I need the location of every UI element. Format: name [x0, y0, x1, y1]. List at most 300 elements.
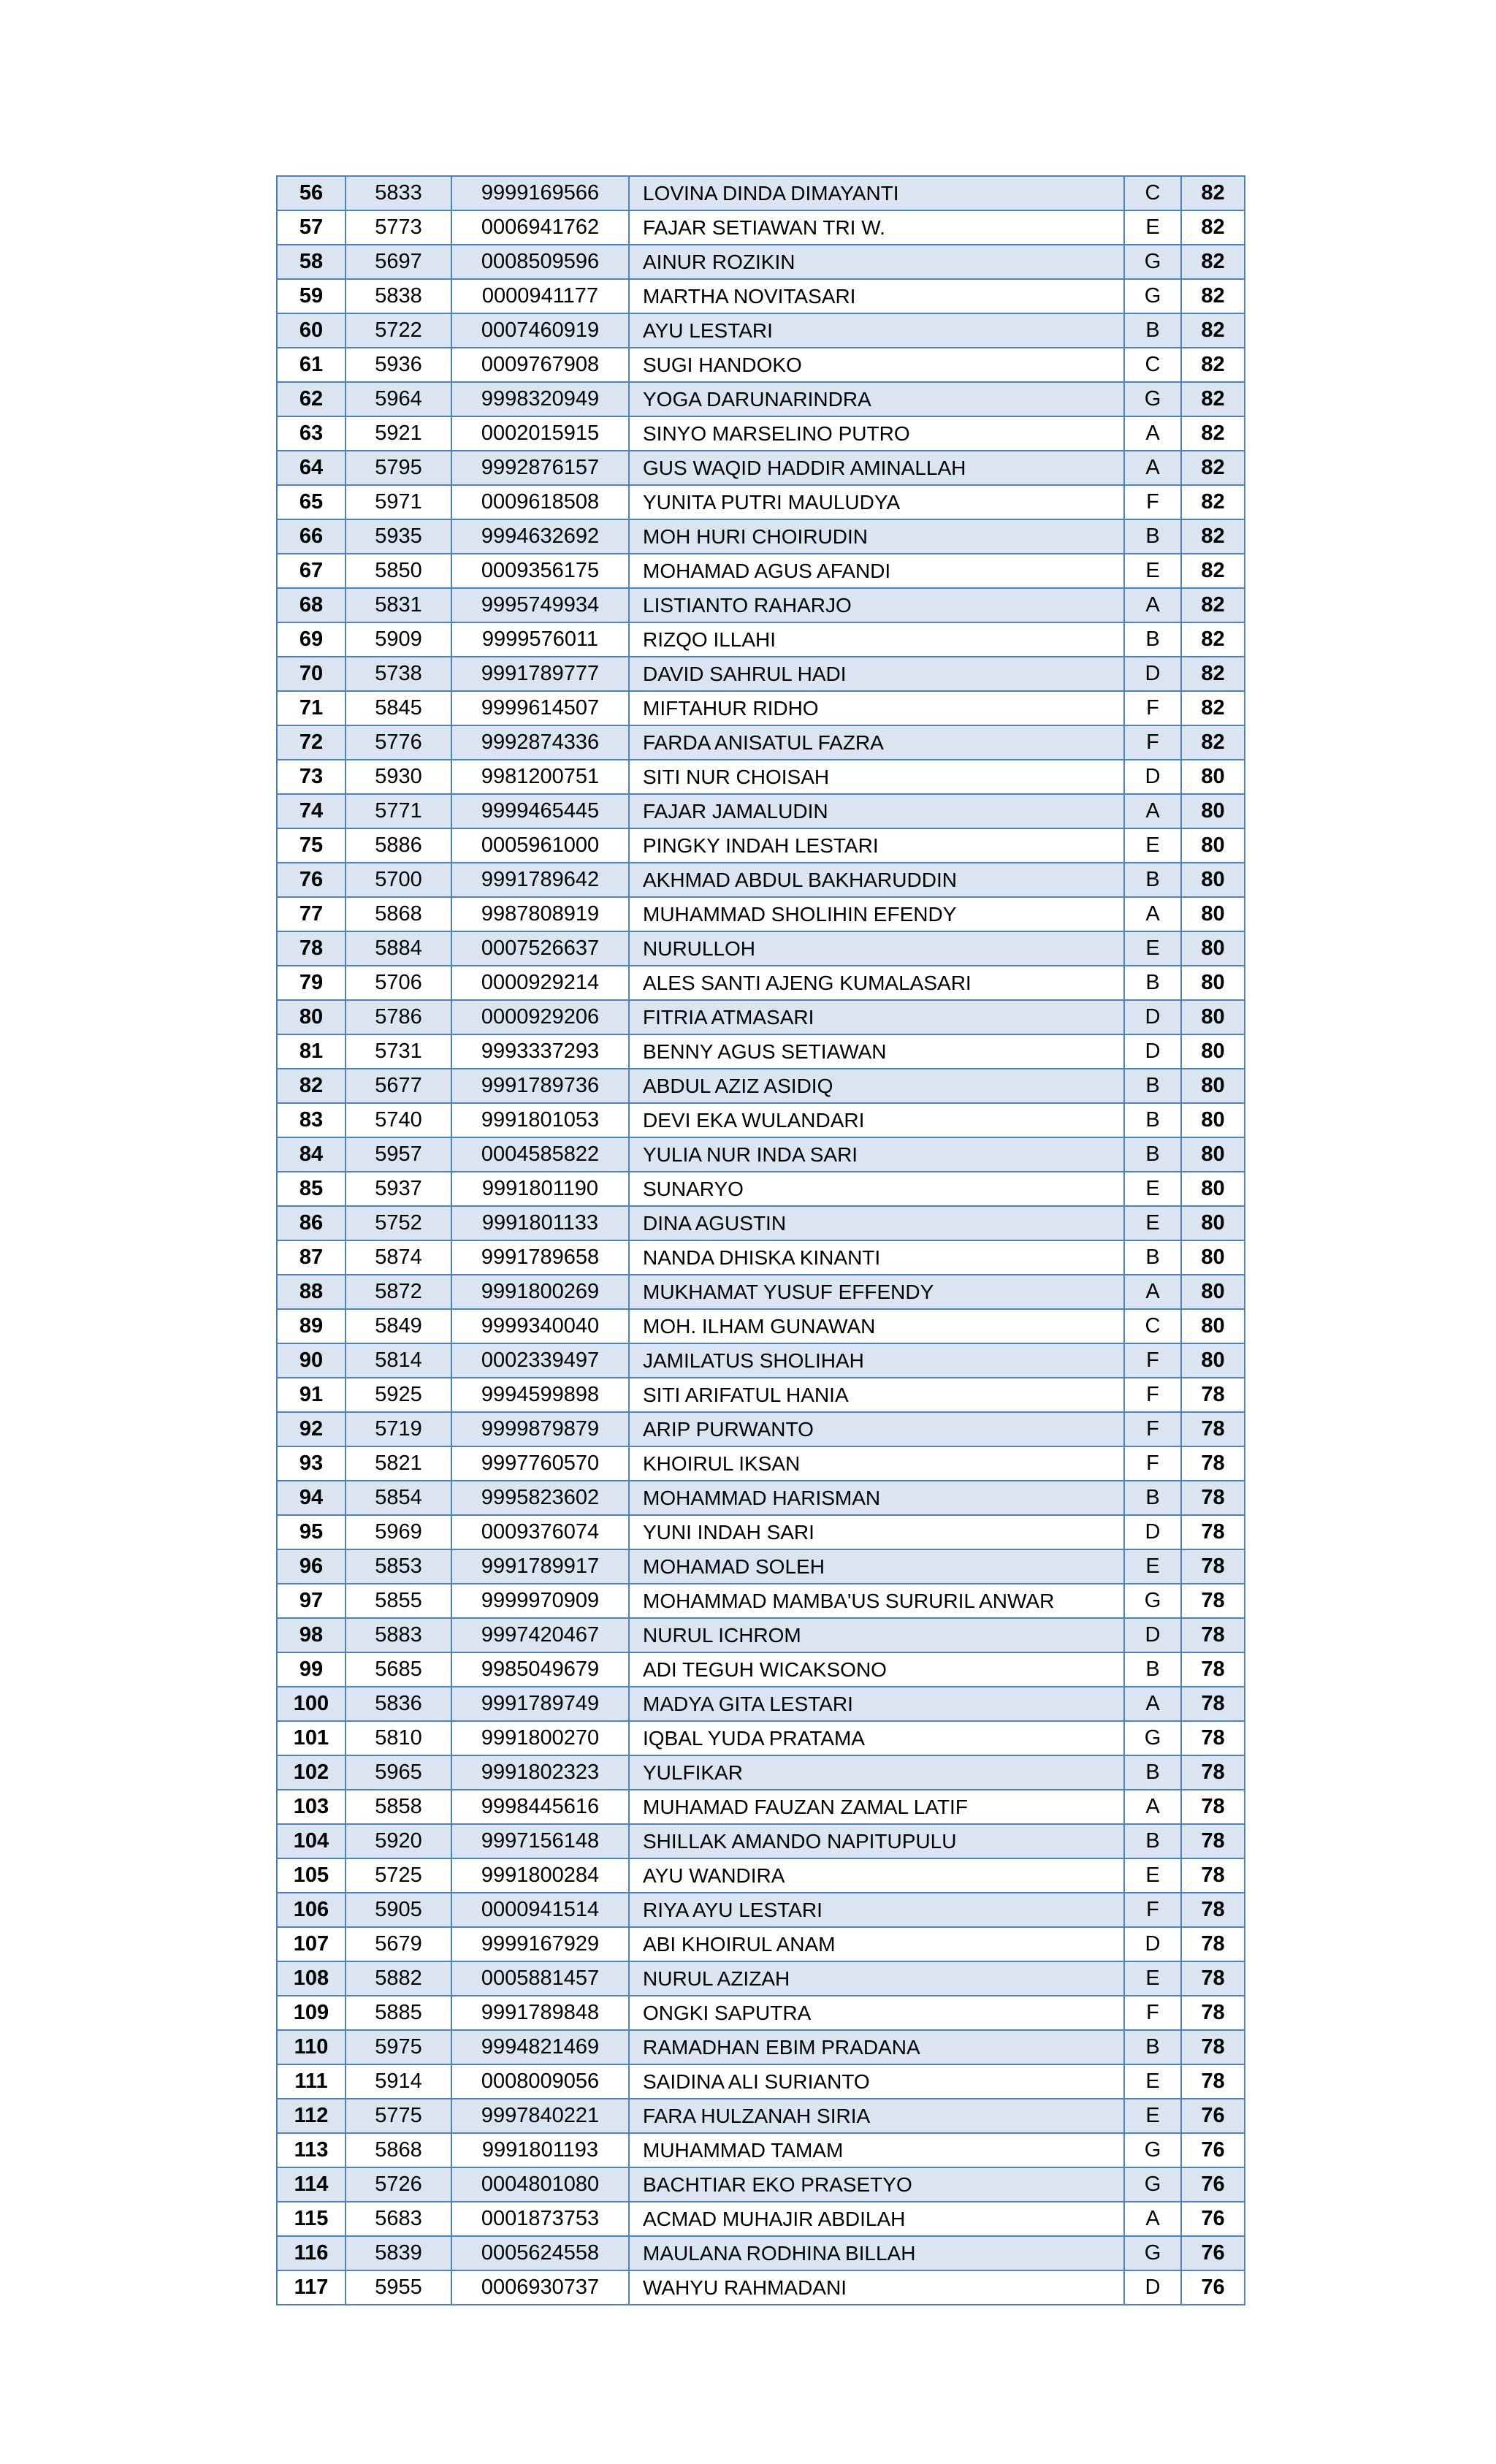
class-letter: B	[1124, 1755, 1181, 1790]
test-number: 5821	[346, 1446, 451, 1481]
class-letter: D	[1124, 1618, 1181, 1652]
row-number: 60	[277, 313, 346, 348]
table-row	[277, 794, 1245, 828]
score: 82	[1181, 279, 1245, 313]
student-name: DINA AGUSTIN	[629, 1206, 1124, 1240]
row-number: 110	[277, 2030, 346, 2064]
score: 78	[1181, 2030, 1245, 2064]
nisn: 9987808919	[451, 897, 629, 931]
score: 78	[1181, 1549, 1245, 1584]
nisn: 9998445616	[451, 1790, 629, 1824]
test-number: 5771	[346, 794, 451, 828]
student-name: NURUL AZIZAH	[629, 1961, 1124, 1996]
nisn: 9991789658	[451, 1240, 629, 1275]
table-row	[277, 2133, 1245, 2167]
student-name: ARIP PURWANTO	[629, 1412, 1124, 1446]
student-name: ACMAD MUHAJIR ABDILAH	[629, 2202, 1124, 2236]
row-number: 77	[277, 897, 346, 931]
student-name: SHILLAK AMANDO NAPITUPULU	[629, 1824, 1124, 1858]
nisn: 0005961000	[451, 828, 629, 863]
test-number: 5905	[346, 1893, 451, 1927]
test-number: 5937	[346, 1172, 451, 1206]
table-row	[277, 554, 1245, 588]
class-letter: F	[1124, 1412, 1181, 1446]
class-letter: G	[1124, 279, 1181, 313]
row-number: 73	[277, 760, 346, 794]
test-number: 5685	[346, 1652, 451, 1687]
table-row	[277, 1000, 1245, 1034]
nisn: 9991801190	[451, 1172, 629, 1206]
score: 78	[1181, 1687, 1245, 1721]
score: 82	[1181, 416, 1245, 451]
row-number: 96	[277, 1549, 346, 1584]
table-row	[277, 657, 1245, 691]
test-number: 5936	[346, 348, 451, 382]
test-number: 5868	[346, 897, 451, 931]
class-letter: A	[1124, 897, 1181, 931]
row-number: 111	[277, 2064, 346, 2099]
student-name: MOHAMAD SOLEH	[629, 1549, 1124, 1584]
row-number: 94	[277, 1481, 346, 1515]
student-name: MUHAMAD FAUZAN ZAMAL LATIF	[629, 1790, 1124, 1824]
table-row	[277, 931, 1245, 966]
table-row	[277, 1790, 1245, 1824]
nisn: 9999970909	[451, 1584, 629, 1618]
table-row	[277, 2270, 1245, 2305]
score: 82	[1181, 348, 1245, 382]
student-name: WAHYU RAHMADANI	[629, 2270, 1124, 2305]
student-name: MOHAMAD AGUS AFANDI	[629, 554, 1124, 588]
student-name: GUS WAQID HADDIR AMINALLAH	[629, 451, 1124, 485]
test-number: 5975	[346, 2030, 451, 2064]
student-name: YOGA DARUNARINDRA	[629, 382, 1124, 416]
table-row	[277, 1824, 1245, 1858]
table-row	[277, 760, 1245, 794]
nisn: 0007526637	[451, 931, 629, 966]
test-number: 5836	[346, 1687, 451, 1721]
results-table	[276, 175, 1245, 2305]
test-number: 5868	[346, 2133, 451, 2167]
student-name: ABI KHOIRUL ANAM	[629, 1927, 1124, 1961]
class-letter: E	[1124, 1961, 1181, 1996]
score: 82	[1181, 725, 1245, 760]
table-row	[277, 1206, 1245, 1240]
student-name: MOH HURI CHOIRUDIN	[629, 519, 1124, 554]
class-letter: F	[1124, 1996, 1181, 2030]
score: 80	[1181, 966, 1245, 1000]
test-number: 5969	[346, 1515, 451, 1549]
row-number: 67	[277, 554, 346, 588]
student-name: ALES SANTI AJENG KUMALASARI	[629, 966, 1124, 1000]
table-row	[277, 1343, 1245, 1378]
nisn: 9991801133	[451, 1206, 629, 1240]
class-letter: D	[1124, 2270, 1181, 2305]
student-name: AYU WANDIRA	[629, 1858, 1124, 1893]
class-letter: B	[1124, 863, 1181, 897]
nisn: 9995823602	[451, 1481, 629, 1515]
class-letter: A	[1124, 2202, 1181, 2236]
test-number: 5849	[346, 1309, 451, 1343]
score: 80	[1181, 760, 1245, 794]
student-name: SITI NUR CHOISAH	[629, 760, 1124, 794]
class-letter: B	[1124, 622, 1181, 657]
score: 80	[1181, 1343, 1245, 1378]
class-letter: B	[1124, 1137, 1181, 1172]
class-letter: G	[1124, 2236, 1181, 2270]
row-number: 76	[277, 863, 346, 897]
score: 82	[1181, 519, 1245, 554]
score: 80	[1181, 1069, 1245, 1103]
nisn: 0000941514	[451, 1893, 629, 1927]
student-name: ADI TEGUH WICAKSONO	[629, 1652, 1124, 1687]
score: 78	[1181, 1481, 1245, 1515]
student-name: BENNY AGUS SETIAWAN	[629, 1034, 1124, 1069]
nisn: 9999167929	[451, 1927, 629, 1961]
table-row	[277, 1240, 1245, 1275]
score: 78	[1181, 1961, 1245, 1996]
class-letter: D	[1124, 1927, 1181, 1961]
class-letter: D	[1124, 1515, 1181, 1549]
table-row	[277, 725, 1245, 760]
test-number: 5920	[346, 1824, 451, 1858]
student-name: MUKHAMAT YUSUF EFFENDY	[629, 1275, 1124, 1309]
table-row	[277, 519, 1245, 554]
table-row	[277, 210, 1245, 245]
table-row	[277, 2202, 1245, 2236]
table-row	[277, 1378, 1245, 1412]
test-number: 5677	[346, 1069, 451, 1103]
class-letter: E	[1124, 2064, 1181, 2099]
row-number: 64	[277, 451, 346, 485]
row-number: 71	[277, 691, 346, 725]
row-number: 99	[277, 1652, 346, 1687]
row-number: 89	[277, 1309, 346, 1343]
class-letter: F	[1124, 1446, 1181, 1481]
student-name: MUHAMMAD SHOLIHIN EFENDY	[629, 897, 1124, 931]
row-number: 63	[277, 416, 346, 451]
test-number: 5845	[346, 691, 451, 725]
nisn: 0001873753	[451, 2202, 629, 2236]
class-letter: B	[1124, 519, 1181, 554]
table-row	[277, 863, 1245, 897]
test-number: 5795	[346, 451, 451, 485]
class-letter: B	[1124, 966, 1181, 1000]
nisn: 0009376074	[451, 1515, 629, 1549]
class-letter: G	[1124, 382, 1181, 416]
score: 82	[1181, 622, 1245, 657]
student-name: YULIA NUR INDA SARI	[629, 1137, 1124, 1172]
student-name: LISTIANTO RAHARJO	[629, 588, 1124, 622]
class-letter: A	[1124, 588, 1181, 622]
score: 76	[1181, 2236, 1245, 2270]
row-number: 75	[277, 828, 346, 863]
row-number: 103	[277, 1790, 346, 1824]
table-row	[277, 1618, 1245, 1652]
table-row	[277, 1687, 1245, 1721]
table-row	[277, 1961, 1245, 1996]
score: 82	[1181, 245, 1245, 279]
class-letter: F	[1124, 1893, 1181, 1927]
row-number: 108	[277, 1961, 346, 1996]
test-number: 5925	[346, 1378, 451, 1412]
nisn: 9991801053	[451, 1103, 629, 1137]
test-number: 5831	[346, 588, 451, 622]
score: 80	[1181, 1206, 1245, 1240]
student-name: FARA HULZANAH SIRIA	[629, 2099, 1124, 2133]
score: 78	[1181, 1824, 1245, 1858]
student-name: MOH. ILHAM GUNAWAN	[629, 1309, 1124, 1343]
nisn: 9991789777	[451, 657, 629, 691]
class-letter: D	[1124, 657, 1181, 691]
row-number: 109	[277, 1996, 346, 2030]
row-number: 105	[277, 1858, 346, 1893]
nisn: 0004585822	[451, 1137, 629, 1172]
test-number: 5971	[346, 485, 451, 519]
nisn: 9997760570	[451, 1446, 629, 1481]
score: 78	[1181, 1893, 1245, 1927]
score: 76	[1181, 2167, 1245, 2202]
student-name: DAVID SAHRUL HADI	[629, 657, 1124, 691]
student-name: SITI ARIFATUL HANIA	[629, 1378, 1124, 1412]
score: 78	[1181, 1927, 1245, 1961]
student-name: RIYA AYU LESTARI	[629, 1893, 1124, 1927]
nisn: 9991789736	[451, 1069, 629, 1103]
nisn: 9981200751	[451, 760, 629, 794]
row-number: 85	[277, 1172, 346, 1206]
student-name: MADYA GITA LESTARI	[629, 1687, 1124, 1721]
row-number: 81	[277, 1034, 346, 1069]
table-row	[277, 416, 1245, 451]
nisn: 0006941762	[451, 210, 629, 245]
row-number: 112	[277, 2099, 346, 2133]
nisn: 0005881457	[451, 1961, 629, 1996]
table-row	[277, 1137, 1245, 1172]
class-letter: E	[1124, 931, 1181, 966]
nisn: 9998320949	[451, 382, 629, 416]
class-letter: A	[1124, 794, 1181, 828]
class-letter: E	[1124, 1172, 1181, 1206]
test-number: 5883	[346, 1618, 451, 1652]
test-number: 5833	[346, 176, 451, 210]
test-number: 5706	[346, 966, 451, 1000]
student-name: FAJAR JAMALUDIN	[629, 794, 1124, 828]
student-name: BACHTIAR EKO PRASETYO	[629, 2167, 1124, 2202]
table-row	[277, 1309, 1245, 1343]
row-number: 59	[277, 279, 346, 313]
score: 78	[1181, 1412, 1245, 1446]
score: 82	[1181, 210, 1245, 245]
student-name: MARTHA NOVITASARI	[629, 279, 1124, 313]
class-letter: E	[1124, 1206, 1181, 1240]
nisn: 9999340040	[451, 1309, 629, 1343]
nisn: 9999576011	[451, 622, 629, 657]
results-table-body	[277, 176, 1245, 2305]
student-name: LOVINA DINDA DIMAYANTI	[629, 176, 1124, 210]
nisn: 9992876157	[451, 451, 629, 485]
class-letter: F	[1124, 691, 1181, 725]
student-name: MOHAMMAD MAMBA'US SURURIL ANWAR	[629, 1584, 1124, 1618]
row-number: 104	[277, 1824, 346, 1858]
test-number: 5700	[346, 863, 451, 897]
test-number: 5725	[346, 1858, 451, 1893]
table-row	[277, 828, 1245, 863]
class-letter: G	[1124, 245, 1181, 279]
student-name: AINUR ROZIKIN	[629, 245, 1124, 279]
student-name: PINGKY INDAH LESTARI	[629, 828, 1124, 863]
row-number: 87	[277, 1240, 346, 1275]
student-name: ABDUL AZIZ ASIDIQ	[629, 1069, 1124, 1103]
table-row	[277, 1515, 1245, 1549]
row-number: 117	[277, 2270, 346, 2305]
score: 78	[1181, 1378, 1245, 1412]
row-number: 57	[277, 210, 346, 245]
table-row	[277, 1481, 1245, 1515]
table-row	[277, 2099, 1245, 2133]
table-row	[277, 1275, 1245, 1309]
test-number: 5872	[346, 1275, 451, 1309]
row-number: 100	[277, 1687, 346, 1721]
row-number: 90	[277, 1343, 346, 1378]
class-letter: G	[1124, 1721, 1181, 1755]
test-number: 5854	[346, 1481, 451, 1515]
student-name: SAIDINA ALI SURIANTO	[629, 2064, 1124, 2099]
student-name: FITRIA ATMASARI	[629, 1000, 1124, 1034]
table-row	[277, 1893, 1245, 1927]
table-row	[277, 1996, 1245, 2030]
table-row	[277, 1721, 1245, 1755]
class-letter: B	[1124, 1103, 1181, 1137]
class-letter: A	[1124, 1790, 1181, 1824]
nisn: 9999465445	[451, 794, 629, 828]
score: 80	[1181, 1275, 1245, 1309]
test-number: 5930	[346, 760, 451, 794]
class-letter: D	[1124, 1034, 1181, 1069]
table-row	[277, 2064, 1245, 2099]
row-number: 86	[277, 1206, 346, 1240]
class-letter: B	[1124, 1824, 1181, 1858]
test-number: 5719	[346, 1412, 451, 1446]
class-letter: A	[1124, 416, 1181, 451]
row-number: 97	[277, 1584, 346, 1618]
score: 78	[1181, 2064, 1245, 2099]
nisn: 9999614507	[451, 691, 629, 725]
class-letter: A	[1124, 1687, 1181, 1721]
score: 80	[1181, 897, 1245, 931]
student-name: AYU LESTARI	[629, 313, 1124, 348]
student-name: YULFIKAR	[629, 1755, 1124, 1790]
row-number: 113	[277, 2133, 346, 2167]
nisn: 9991800269	[451, 1275, 629, 1309]
score: 78	[1181, 1790, 1245, 1824]
score: 78	[1181, 1755, 1245, 1790]
class-letter: B	[1124, 1652, 1181, 1687]
test-number: 5935	[346, 519, 451, 554]
test-number: 5752	[346, 1206, 451, 1240]
score: 80	[1181, 1000, 1245, 1034]
test-number: 5921	[346, 416, 451, 451]
student-name: RIZQO ILLAHI	[629, 622, 1124, 657]
class-letter: F	[1124, 1343, 1181, 1378]
table-row	[277, 2030, 1245, 2064]
score: 78	[1181, 1584, 1245, 1618]
nisn: 0002339497	[451, 1343, 629, 1378]
row-number: 69	[277, 622, 346, 657]
score: 80	[1181, 794, 1245, 828]
nisn: 0008009056	[451, 2064, 629, 2099]
score: 80	[1181, 1172, 1245, 1206]
row-number: 95	[277, 1515, 346, 1549]
test-number: 5858	[346, 1790, 451, 1824]
test-number: 5914	[346, 2064, 451, 2099]
class-letter: D	[1124, 1000, 1181, 1034]
nisn: 0009618508	[451, 485, 629, 519]
row-number: 66	[277, 519, 346, 554]
table-row	[277, 1584, 1245, 1618]
table-row	[277, 1549, 1245, 1584]
nisn: 0000929206	[451, 1000, 629, 1034]
student-name: FAJAR SETIAWAN TRI W.	[629, 210, 1124, 245]
test-number: 5697	[346, 245, 451, 279]
class-letter: F	[1124, 725, 1181, 760]
nisn: 9997156148	[451, 1824, 629, 1858]
nisn: 0005624558	[451, 2236, 629, 2270]
row-number: 82	[277, 1069, 346, 1103]
row-number: 56	[277, 176, 346, 210]
table-row	[277, 1927, 1245, 1961]
student-name: DEVI EKA WULANDARI	[629, 1103, 1124, 1137]
test-number: 5731	[346, 1034, 451, 1069]
row-number: 106	[277, 1893, 346, 1927]
class-letter: B	[1124, 1481, 1181, 1515]
row-number: 98	[277, 1618, 346, 1652]
row-number: 72	[277, 725, 346, 760]
row-number: 84	[277, 1137, 346, 1172]
score: 78	[1181, 1446, 1245, 1481]
table-row	[277, 2167, 1245, 2202]
score: 78	[1181, 1858, 1245, 1893]
nisn: 9991801193	[451, 2133, 629, 2167]
score: 76	[1181, 2099, 1245, 2133]
table-row	[277, 245, 1245, 279]
table-row	[277, 1172, 1245, 1206]
score: 78	[1181, 1652, 1245, 1687]
score: 82	[1181, 313, 1245, 348]
class-letter: E	[1124, 1858, 1181, 1893]
score: 80	[1181, 1240, 1245, 1275]
class-letter: E	[1124, 554, 1181, 588]
class-letter: A	[1124, 451, 1181, 485]
nisn: 0006930737	[451, 2270, 629, 2305]
student-name: ONGKI SAPUTRA	[629, 1996, 1124, 2030]
score: 80	[1181, 1103, 1245, 1137]
class-letter: A	[1124, 1275, 1181, 1309]
score: 82	[1181, 588, 1245, 622]
nisn: 0000929214	[451, 966, 629, 1000]
score: 82	[1181, 691, 1245, 725]
nisn: 0009767908	[451, 348, 629, 382]
row-number: 115	[277, 2202, 346, 2236]
table-row	[277, 313, 1245, 348]
row-number: 58	[277, 245, 346, 279]
nisn: 9997840221	[451, 2099, 629, 2133]
score: 80	[1181, 931, 1245, 966]
table-row	[277, 1069, 1245, 1103]
nisn: 0000941177	[451, 279, 629, 313]
row-number: 62	[277, 382, 346, 416]
table-row	[277, 2236, 1245, 2270]
test-number: 5776	[346, 725, 451, 760]
row-number: 61	[277, 348, 346, 382]
